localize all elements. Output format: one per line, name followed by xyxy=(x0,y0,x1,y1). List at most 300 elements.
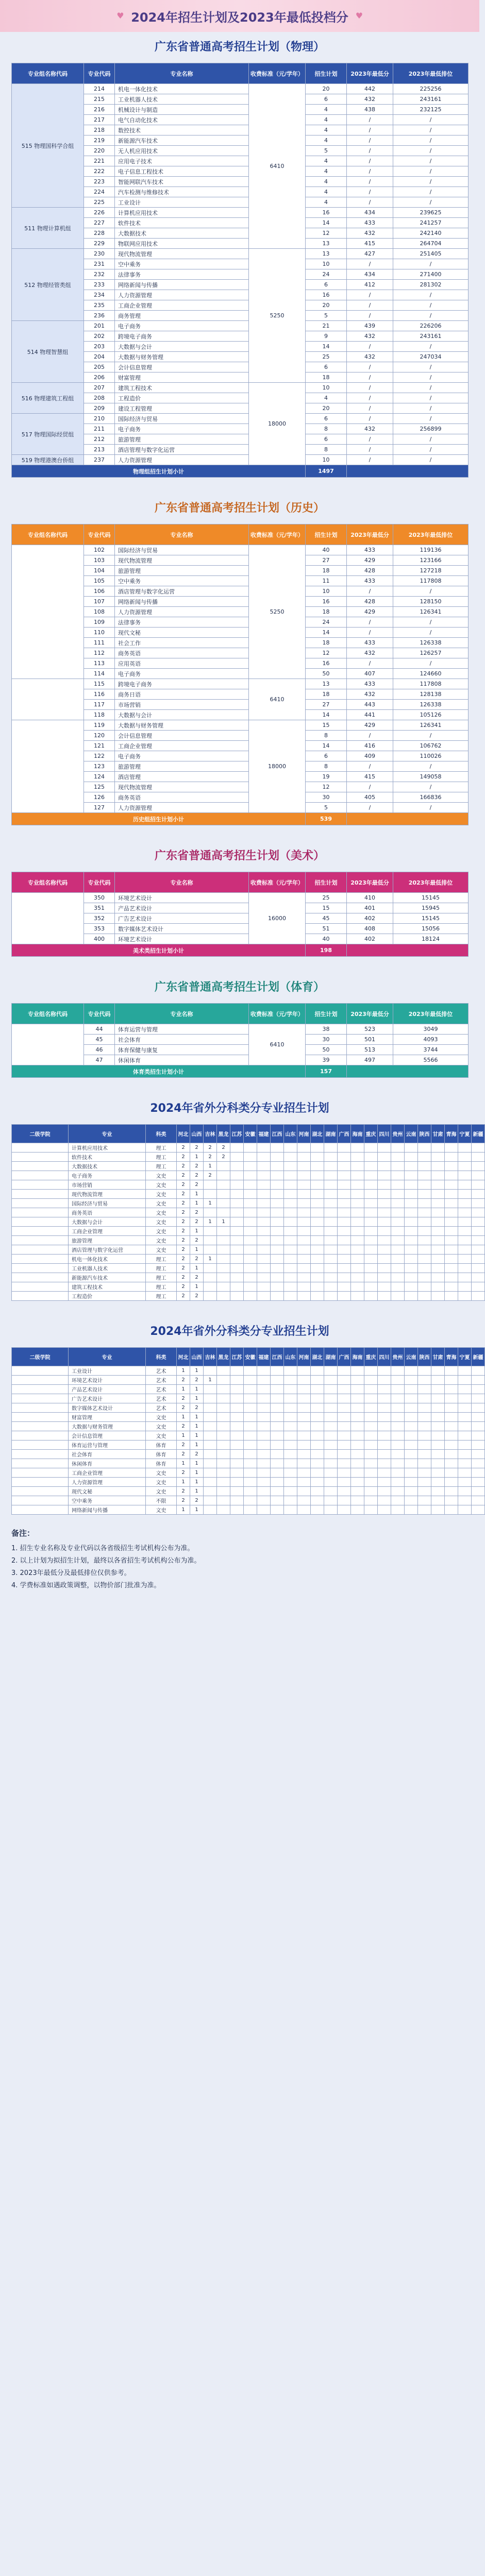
quota-cell xyxy=(271,1385,284,1394)
quota-cell xyxy=(311,1431,324,1440)
quota-cell xyxy=(311,1487,324,1496)
quota-cell xyxy=(338,1505,351,1515)
major-code: 213 xyxy=(84,445,115,455)
quota-cell: 1 xyxy=(177,1459,190,1468)
plan-count: 20 xyxy=(306,403,347,414)
quota-cell xyxy=(217,1190,230,1199)
min-score: 497 xyxy=(347,1055,393,1065)
quota-cell: 1 xyxy=(190,1431,204,1440)
quota-cell xyxy=(324,1394,338,1403)
table-row xyxy=(12,1024,469,1035)
quota-cell xyxy=(271,1227,284,1236)
quota-cell xyxy=(311,1162,324,1171)
college-cell xyxy=(12,1505,69,1515)
quota-cell xyxy=(311,1385,324,1394)
column-header: 黑龙 xyxy=(217,1348,230,1366)
quota-cell xyxy=(405,1208,418,1217)
quota-cell xyxy=(364,1394,378,1403)
quota-cell xyxy=(271,1171,284,1180)
quota-cell xyxy=(338,1273,351,1282)
quota-cell xyxy=(405,1199,418,1208)
major-code: 225 xyxy=(84,197,115,208)
quota-cell xyxy=(351,1487,364,1496)
min-score: / xyxy=(347,259,393,269)
quota-cell xyxy=(324,1180,338,1190)
major-code: 235 xyxy=(84,300,115,311)
college-cell xyxy=(12,1199,69,1208)
plan-count: 12 xyxy=(306,648,347,658)
min-rank: / xyxy=(393,290,469,300)
min-score: / xyxy=(347,445,393,455)
major-name: 现代物流管理 xyxy=(115,555,249,566)
quota-cell xyxy=(217,1440,230,1450)
quota-cell xyxy=(445,1366,458,1376)
column-header: 青海 xyxy=(445,1125,458,1143)
total-value: 157 xyxy=(306,1065,347,1078)
quota-cell xyxy=(445,1403,458,1413)
quota-cell xyxy=(297,1180,311,1190)
quota-cell xyxy=(271,1496,284,1505)
column-header: 专业代码 xyxy=(84,63,115,84)
college-cell xyxy=(12,1245,69,1255)
quota-cell xyxy=(338,1413,351,1422)
quota-cell xyxy=(405,1171,418,1180)
quota-cell: 1 xyxy=(190,1199,204,1208)
min-score: / xyxy=(347,135,393,146)
quota-cell: 1 xyxy=(190,1245,204,1255)
quota-cell xyxy=(458,1431,472,1440)
quota-cell xyxy=(391,1273,405,1282)
quota-cell xyxy=(405,1394,418,1403)
major-name: 市场营销 xyxy=(69,1180,146,1190)
min-score: / xyxy=(347,434,393,445)
min-score: / xyxy=(347,628,393,638)
major-name: 应用电子技术 xyxy=(115,156,249,166)
quota-cell xyxy=(364,1190,378,1199)
plan-count: 27 xyxy=(306,700,347,710)
quota-cell xyxy=(271,1245,284,1255)
table-row xyxy=(12,1162,485,1171)
major-code: 230 xyxy=(84,249,115,259)
quota-cell xyxy=(364,1217,378,1227)
quota-cell xyxy=(351,1505,364,1515)
min-rank: 123166 xyxy=(393,555,469,566)
quota-cell xyxy=(324,1366,338,1376)
quota-cell xyxy=(230,1273,244,1282)
quota-cell xyxy=(364,1199,378,1208)
total-label: 物理组招生计划小计 xyxy=(12,465,306,478)
quota-cell xyxy=(351,1162,364,1171)
column-header: 湖北 xyxy=(311,1348,324,1366)
major-name: 财富管理 xyxy=(69,1413,146,1422)
quota-cell xyxy=(351,1190,364,1199)
major-code: 231 xyxy=(84,259,115,269)
subject-type: 理工 xyxy=(146,1255,177,1264)
quota-cell xyxy=(458,1199,472,1208)
quota-cell xyxy=(472,1227,485,1236)
plan-count: 4 xyxy=(306,156,347,166)
major-code: 104 xyxy=(84,566,115,576)
quota-cell xyxy=(364,1264,378,1273)
min-rank: / xyxy=(393,761,469,772)
major-code: 210 xyxy=(84,414,115,424)
quota-cell xyxy=(472,1190,485,1199)
quota-cell xyxy=(230,1153,244,1162)
table-row xyxy=(12,545,469,555)
college-cell xyxy=(12,1217,69,1227)
min-rank: 106762 xyxy=(393,741,469,751)
quota-cell xyxy=(338,1264,351,1273)
quota-cell xyxy=(378,1468,391,1478)
quota-cell xyxy=(418,1255,431,1264)
quota-cell: 2 xyxy=(177,1487,190,1496)
quota-cell xyxy=(257,1366,271,1376)
quota-cell xyxy=(418,1292,431,1301)
plan-count: 16 xyxy=(306,658,347,669)
quota-cell xyxy=(297,1450,311,1459)
column-header: 专业名称 xyxy=(115,524,249,545)
quota-cell xyxy=(324,1505,338,1515)
quota-cell xyxy=(405,1478,418,1487)
quota-cell xyxy=(297,1440,311,1450)
min-score: / xyxy=(347,393,393,403)
total-row xyxy=(12,1065,469,1078)
quota-cell xyxy=(431,1227,445,1236)
column-header: 新疆 xyxy=(472,1125,485,1143)
major-code: 222 xyxy=(84,166,115,177)
quota-cell xyxy=(338,1431,351,1440)
quota-cell xyxy=(431,1217,445,1227)
quota-cell xyxy=(324,1153,338,1162)
quota-cell xyxy=(378,1264,391,1273)
quota-cell xyxy=(311,1273,324,1282)
college-cell xyxy=(12,1171,69,1180)
quota-cell xyxy=(257,1487,271,1496)
plan-count: 5 xyxy=(306,311,347,321)
quota-cell xyxy=(244,1264,257,1273)
quota-cell xyxy=(297,1282,311,1292)
quota-cell xyxy=(364,1478,378,1487)
subject-type: 文史 xyxy=(146,1171,177,1180)
quota-cell xyxy=(217,1180,230,1190)
column-header: 二级学院 xyxy=(12,1348,69,1366)
quota-cell xyxy=(391,1440,405,1450)
quota-cell xyxy=(284,1264,297,1273)
quota-cell xyxy=(391,1199,405,1208)
min-rank: 247034 xyxy=(393,352,469,362)
quota-cell xyxy=(324,1459,338,1468)
college-cell xyxy=(12,1282,69,1292)
table-row xyxy=(12,1376,485,1385)
quota-cell xyxy=(445,1468,458,1478)
quota-cell xyxy=(324,1487,338,1496)
quota-cell: 2 xyxy=(217,1143,230,1153)
quota-cell xyxy=(230,1450,244,1459)
total-label: 美术类招生计划小计 xyxy=(12,944,306,957)
quota-cell xyxy=(338,1180,351,1190)
major-name: 社会体育 xyxy=(115,1035,249,1045)
quota-cell xyxy=(405,1468,418,1478)
quota-cell xyxy=(324,1236,338,1245)
quota-cell xyxy=(458,1292,472,1301)
major-name: 环境艺术设计 xyxy=(69,1376,146,1385)
quota-cell xyxy=(324,1478,338,1487)
quota-cell xyxy=(405,1385,418,1394)
quota-cell xyxy=(338,1487,351,1496)
quota-cell xyxy=(338,1440,351,1450)
quota-cell xyxy=(338,1292,351,1301)
major-name: 建筑工程技术 xyxy=(115,383,249,393)
quota-cell xyxy=(217,1208,230,1217)
plan-count: 14 xyxy=(306,710,347,720)
quota-cell xyxy=(284,1190,297,1199)
min-score: / xyxy=(347,658,393,669)
quota-cell xyxy=(351,1366,364,1376)
quota-cell xyxy=(391,1413,405,1422)
quota-cell xyxy=(244,1199,257,1208)
quota-cell xyxy=(458,1153,472,1162)
quota-cell xyxy=(351,1422,364,1431)
quota-cell xyxy=(244,1413,257,1422)
table-row xyxy=(12,1292,485,1301)
column-header: 福建 xyxy=(257,1348,271,1366)
quota-cell: 1 xyxy=(190,1264,204,1273)
min-rank: / xyxy=(393,617,469,628)
quota-cell xyxy=(431,1505,445,1515)
quota-cell xyxy=(351,1143,364,1153)
major-name: 工商企业管理 xyxy=(115,300,249,311)
plan-count: 13 xyxy=(306,249,347,259)
subject-type: 理工 xyxy=(146,1273,177,1282)
quota-cell xyxy=(351,1227,364,1236)
major-code: 352 xyxy=(84,913,115,924)
plan-count: 30 xyxy=(306,1035,347,1045)
major-name: 商务英语 xyxy=(69,1208,146,1217)
quota-cell xyxy=(351,1459,364,1468)
column-header: 贵州 xyxy=(391,1348,405,1366)
major-code: 127 xyxy=(84,803,115,813)
plan-count: 6 xyxy=(306,280,347,290)
quota-cell xyxy=(472,1217,485,1227)
quota-cell xyxy=(391,1376,405,1385)
quota-cell xyxy=(297,1255,311,1264)
major-name: 数控技术 xyxy=(115,125,249,135)
min-rank: / xyxy=(393,197,469,208)
quota-cell xyxy=(431,1282,445,1292)
quota-cell xyxy=(297,1394,311,1403)
column-header: 湖北 xyxy=(311,1125,324,1143)
college-cell xyxy=(12,1413,69,1422)
min-score: 433 xyxy=(347,638,393,648)
quota-cell xyxy=(244,1273,257,1282)
quota-cell xyxy=(271,1143,284,1153)
quota-cell xyxy=(284,1236,297,1245)
major-name: 电子商务 xyxy=(115,669,249,679)
subject-type: 理工 xyxy=(146,1143,177,1153)
quota-cell xyxy=(230,1236,244,1245)
quota-cell xyxy=(271,1376,284,1385)
quota-cell: 2 xyxy=(177,1496,190,1505)
quota-cell xyxy=(284,1478,297,1487)
subject-type: 体育 xyxy=(146,1450,177,1459)
subject-type: 文史 xyxy=(146,1245,177,1255)
quota-cell xyxy=(378,1208,391,1217)
major-name: 大数据与会计 xyxy=(69,1217,146,1227)
quota-cell xyxy=(284,1245,297,1255)
major-name: 现代文秘 xyxy=(69,1487,146,1496)
quota-cell xyxy=(418,1217,431,1227)
quota-cell xyxy=(297,1487,311,1496)
quota-cell xyxy=(244,1171,257,1180)
quota-cell xyxy=(458,1403,472,1413)
min-rank: 126341 xyxy=(393,607,469,617)
min-score: / xyxy=(347,187,393,197)
quota-cell xyxy=(378,1282,391,1292)
major-code: 107 xyxy=(84,597,115,607)
quota-cell xyxy=(217,1496,230,1505)
quota-cell xyxy=(445,1236,458,1245)
min-score: 416 xyxy=(347,741,393,751)
min-score: / xyxy=(347,731,393,741)
quota-cell xyxy=(391,1255,405,1264)
column-header: 招生计划 xyxy=(306,1004,347,1024)
quota-cell xyxy=(472,1143,485,1153)
min-score: 428 xyxy=(347,597,393,607)
quota-cell xyxy=(230,1496,244,1505)
quota-cell xyxy=(217,1422,230,1431)
quota-cell xyxy=(297,1190,311,1199)
quota-cell xyxy=(378,1190,391,1199)
subject-type: 艺术 xyxy=(146,1385,177,1394)
plan-count: 4 xyxy=(306,135,347,146)
min-rank: 243161 xyxy=(393,94,469,105)
quota-cell xyxy=(297,1505,311,1515)
min-rank: 239625 xyxy=(393,208,469,218)
quota-cell xyxy=(458,1413,472,1422)
quota-cell xyxy=(391,1171,405,1180)
quota-cell xyxy=(257,1385,271,1394)
quota-cell xyxy=(351,1403,364,1413)
quota-cell xyxy=(230,1394,244,1403)
quota-cell xyxy=(418,1199,431,1208)
quota-cell xyxy=(230,1264,244,1273)
heart-icon: ♥ xyxy=(355,11,363,21)
quota-cell xyxy=(391,1162,405,1171)
quota-cell xyxy=(271,1505,284,1515)
quota-cell xyxy=(445,1227,458,1236)
quota-cell xyxy=(271,1413,284,1422)
quota-cell xyxy=(257,1282,271,1292)
min-score: 428 xyxy=(347,566,393,576)
quota-cell xyxy=(244,1394,257,1403)
quota-cell xyxy=(244,1190,257,1199)
quota-cell xyxy=(431,1292,445,1301)
quota-cell xyxy=(271,1153,284,1162)
column-header: 专业代码 xyxy=(84,1004,115,1024)
major-name: 现代文秘 xyxy=(115,628,249,638)
quota-cell xyxy=(217,1385,230,1394)
quota-cell xyxy=(244,1366,257,1376)
plan-count: 40 xyxy=(306,934,347,944)
quota-cell xyxy=(378,1199,391,1208)
column-header: 宁夏 xyxy=(458,1348,472,1366)
quota-cell xyxy=(297,1217,311,1227)
min-score: / xyxy=(347,125,393,135)
quota-cell xyxy=(230,1422,244,1431)
quota-cell xyxy=(230,1468,244,1478)
quota-cell xyxy=(445,1171,458,1180)
quota-cell xyxy=(271,1199,284,1208)
quota-cell xyxy=(351,1217,364,1227)
quota-cell xyxy=(244,1422,257,1431)
min-rank: 3744 xyxy=(393,1045,469,1055)
quota-cell xyxy=(405,1236,418,1245)
quota-cell xyxy=(391,1282,405,1292)
major-code: 110 xyxy=(84,628,115,638)
quota-cell xyxy=(391,1496,405,1505)
quota-cell: 2 xyxy=(177,1440,190,1450)
major-name: 环境艺术设计 xyxy=(115,893,249,903)
major-code: 218 xyxy=(84,125,115,135)
quota-cell xyxy=(230,1255,244,1264)
column-header: 2023年最低分 xyxy=(347,524,393,545)
quota-cell xyxy=(271,1264,284,1273)
quota-cell: 2 xyxy=(190,1255,204,1264)
subject-type: 理工 xyxy=(146,1292,177,1301)
min-score: 405 xyxy=(347,792,393,803)
major-code: 226 xyxy=(84,208,115,218)
quota-cell: 2 xyxy=(177,1153,190,1162)
column-header: 2023年最低分 xyxy=(347,63,393,84)
quota-cell xyxy=(204,1487,217,1496)
min-rank: 119136 xyxy=(393,545,469,555)
major-name: 市场营销 xyxy=(115,700,249,710)
quota-cell xyxy=(230,1217,244,1227)
quota-cell xyxy=(445,1505,458,1515)
quota-cell xyxy=(351,1450,364,1459)
quota-cell xyxy=(405,1227,418,1236)
plan-count: 4 xyxy=(306,166,347,177)
min-score: 433 xyxy=(347,679,393,689)
plan-count: 10 xyxy=(306,259,347,269)
quota-cell xyxy=(230,1376,244,1385)
subject-type: 艺术 xyxy=(146,1366,177,1376)
quota-cell xyxy=(338,1255,351,1264)
min-rank: / xyxy=(393,125,469,135)
plan-count: 18 xyxy=(306,372,347,383)
quota-cell xyxy=(297,1245,311,1255)
quota-cell xyxy=(418,1413,431,1422)
quota-cell xyxy=(257,1227,271,1236)
min-score: 401 xyxy=(347,903,393,913)
quota-cell xyxy=(217,1282,230,1292)
major-code: 215 xyxy=(84,94,115,105)
quota-cell xyxy=(230,1227,244,1236)
quota-cell xyxy=(338,1236,351,1245)
table-row xyxy=(12,1143,485,1153)
major-code: 220 xyxy=(84,146,115,156)
quota-cell xyxy=(244,1217,257,1227)
plan-count: 8 xyxy=(306,445,347,455)
quota-cell xyxy=(257,1245,271,1255)
quota-cell xyxy=(431,1459,445,1468)
table-row xyxy=(12,1273,485,1282)
table-row xyxy=(12,1459,485,1468)
quota-cell: 1 xyxy=(177,1505,190,1515)
quota-cell xyxy=(257,1199,271,1208)
group-cell: 515 物理国科学合组 xyxy=(12,84,84,208)
major-name: 会计信息管理 xyxy=(69,1431,146,1440)
